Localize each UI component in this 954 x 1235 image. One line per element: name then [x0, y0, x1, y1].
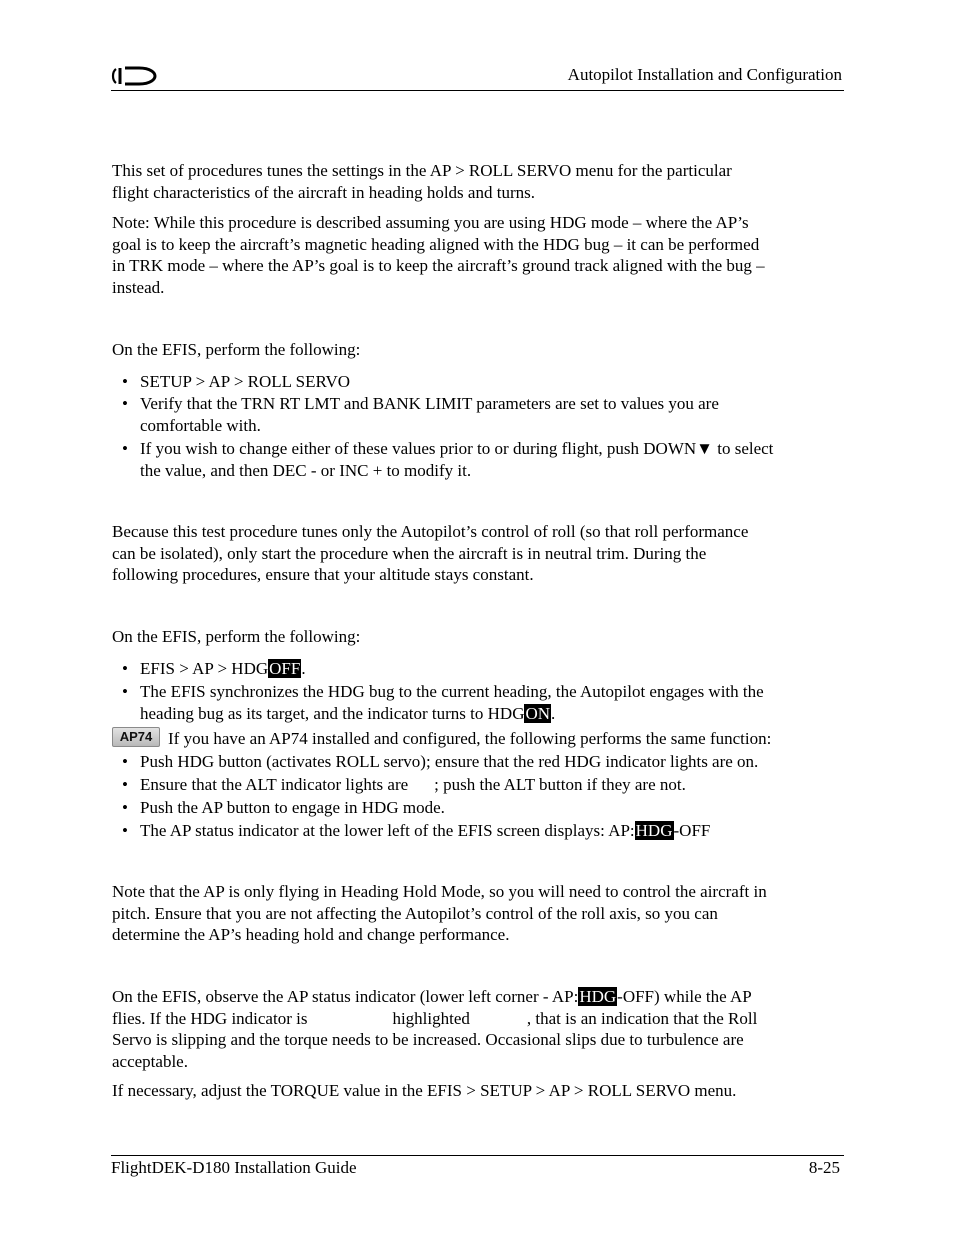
text-segment: The AP status indicator at the lower left of the EFIS screen displays: AP:: [140, 821, 635, 840]
text-line: comfortable with.: [140, 415, 261, 435]
text-line: [140, 658, 306, 680]
text-segment: ; push the ALT button if they are not.: [434, 775, 686, 794]
hold-paragraph: [112, 881, 842, 946]
text-line: [140, 703, 764, 725]
step1-lead: [112, 339, 842, 361]
text-line: determine the AP’s heading hold and change performance.: [112, 925, 510, 945]
dynon-logo-icon: [111, 66, 157, 86]
bullet-icon: •: [122, 439, 128, 458]
text-line: SETUP > AP > ROLL SERVO: [140, 372, 351, 391]
text-line: If necessary, adjust the TORQUE value in the EFIS > SETUP > AP > ROLL SERVO menu.: [112, 1081, 737, 1100]
text-segment: flies. If the HDG indicator is: [112, 1008, 308, 1028]
text-line: Note: While this procedure is described assuming you are using HDG mode – where the AP’s: [112, 213, 749, 232]
text-segment: Ensure that the ALT indicator lights are: [140, 775, 409, 794]
text-line: On the EFIS, perform the following:: [112, 340, 361, 359]
footer-guide-title: FlightDEK-D180 Installation Guide: [111, 1158, 357, 1177]
hdg-off-indicator: OFF: [269, 659, 301, 678]
text-line: instead.: [112, 277, 165, 297]
text-segment: heading bug as its target, and the indicator turns to HDG: [140, 703, 525, 723]
bullet-icon: •: [122, 682, 128, 701]
text-line: following procedures, ensure that your altitude stays constant.: [112, 565, 534, 585]
bullet-icon: •: [122, 798, 128, 817]
ap74-note: [168, 728, 848, 750]
text-line: [112, 986, 842, 1008]
page-footer: [111, 1155, 844, 1177]
bullet-icon: •: [122, 775, 128, 794]
text-segment: highlighted: [392, 1008, 470, 1028]
text-segment: .: [551, 703, 556, 723]
bullet-icon: •: [122, 372, 128, 391]
text-line: Servo is slipping and the torque needs to be increased. Occasional slips due to turbulence are: [112, 1030, 744, 1050]
hdg-indicator: HDG: [635, 821, 673, 840]
header-title: Autopilot Installation and Configuration: [567, 65, 842, 84]
text-line: can be isolated), only start the procedure when the aircraft is in neutral trim. During the: [112, 543, 707, 563]
bullet-icon: •: [122, 752, 128, 771]
text-line: Push the AP button to engage in HDG mode.: [140, 798, 445, 817]
page-header: [111, 60, 844, 91]
step2-lead: [112, 626, 842, 648]
text-segment: , that is an indication that the Roll: [526, 1008, 758, 1028]
text-segment: EFIS > AP > HDG: [140, 659, 269, 678]
text-segment: .: [301, 659, 306, 678]
text-line: If you have an AP74 installed and configured, the following performs the same function:: [168, 729, 772, 748]
text-line: flight characteristics of the aircraft in heading holds and turns.: [112, 182, 535, 202]
text-line: Note that the AP is only flying in Heading Hold Mode, so you will need to control the aircraft in: [112, 882, 767, 901]
observe-paragraph: [112, 986, 842, 1072]
page-number: 8-25: [808, 1158, 840, 1177]
text-segment: -OFF) while the AP: [617, 987, 752, 1006]
text-line: Verify that the TRN RT LMT and BANK LIMIT parameters are set to values you are: [140, 394, 719, 413]
text-line: Because this test procedure tunes only the Autopilot’s control of roll (so that roll performance: [112, 522, 749, 541]
text-line: acceptable.: [112, 1051, 188, 1071]
text-line: Push HDG button (activates ROLL servo); ensure that the red HDG indicator lights are on.: [140, 752, 759, 771]
text-line: [140, 774, 686, 796]
bullet-icon: •: [122, 394, 128, 413]
text-line: If you wish to change either of these values prior to or during flight, push DOWN▼ to select: [140, 439, 774, 458]
text-line: On the EFIS, perform the following:: [112, 627, 361, 646]
intro-paragraph-1: [112, 160, 842, 203]
text-line: This set of procedures tunes the settings in the AP > ROLL SERVO menu for the particular: [112, 161, 732, 180]
text-line: [112, 1008, 842, 1030]
ap74-badge: AP74: [112, 727, 160, 747]
trim-paragraph: [112, 521, 842, 586]
bullet-icon: •: [122, 659, 128, 678]
text-line: The EFIS synchronizes the HDG bug to the current heading, the Autopilot engages with the: [140, 682, 764, 701]
text-segment: -OFF: [673, 821, 711, 840]
text-line: the value, and then DEC - or INC + to modify it.: [140, 460, 472, 480]
text-line: in TRK mode – where the AP’s goal is to keep the aircraft’s ground track aligned with the bug –: [112, 256, 765, 276]
text-line: [140, 820, 710, 842]
intro-paragraph-2: [112, 212, 842, 298]
text-segment: On the EFIS, observe the AP status indicator (lower left corner - AP:: [112, 987, 579, 1006]
hdg-indicator: HDG: [579, 987, 617, 1006]
hdg-on-indicator: ON: [525, 703, 551, 723]
text-line: goal is to keep the aircraft’s magnetic heading aligned with the HDG bug – it can be performed: [112, 234, 760, 254]
text-line: pitch. Ensure that you are not affecting the Autopilot’s control of the roll axis, so you can: [112, 903, 718, 923]
bullet-icon: •: [122, 821, 128, 840]
torque-paragraph: [112, 1080, 842, 1102]
